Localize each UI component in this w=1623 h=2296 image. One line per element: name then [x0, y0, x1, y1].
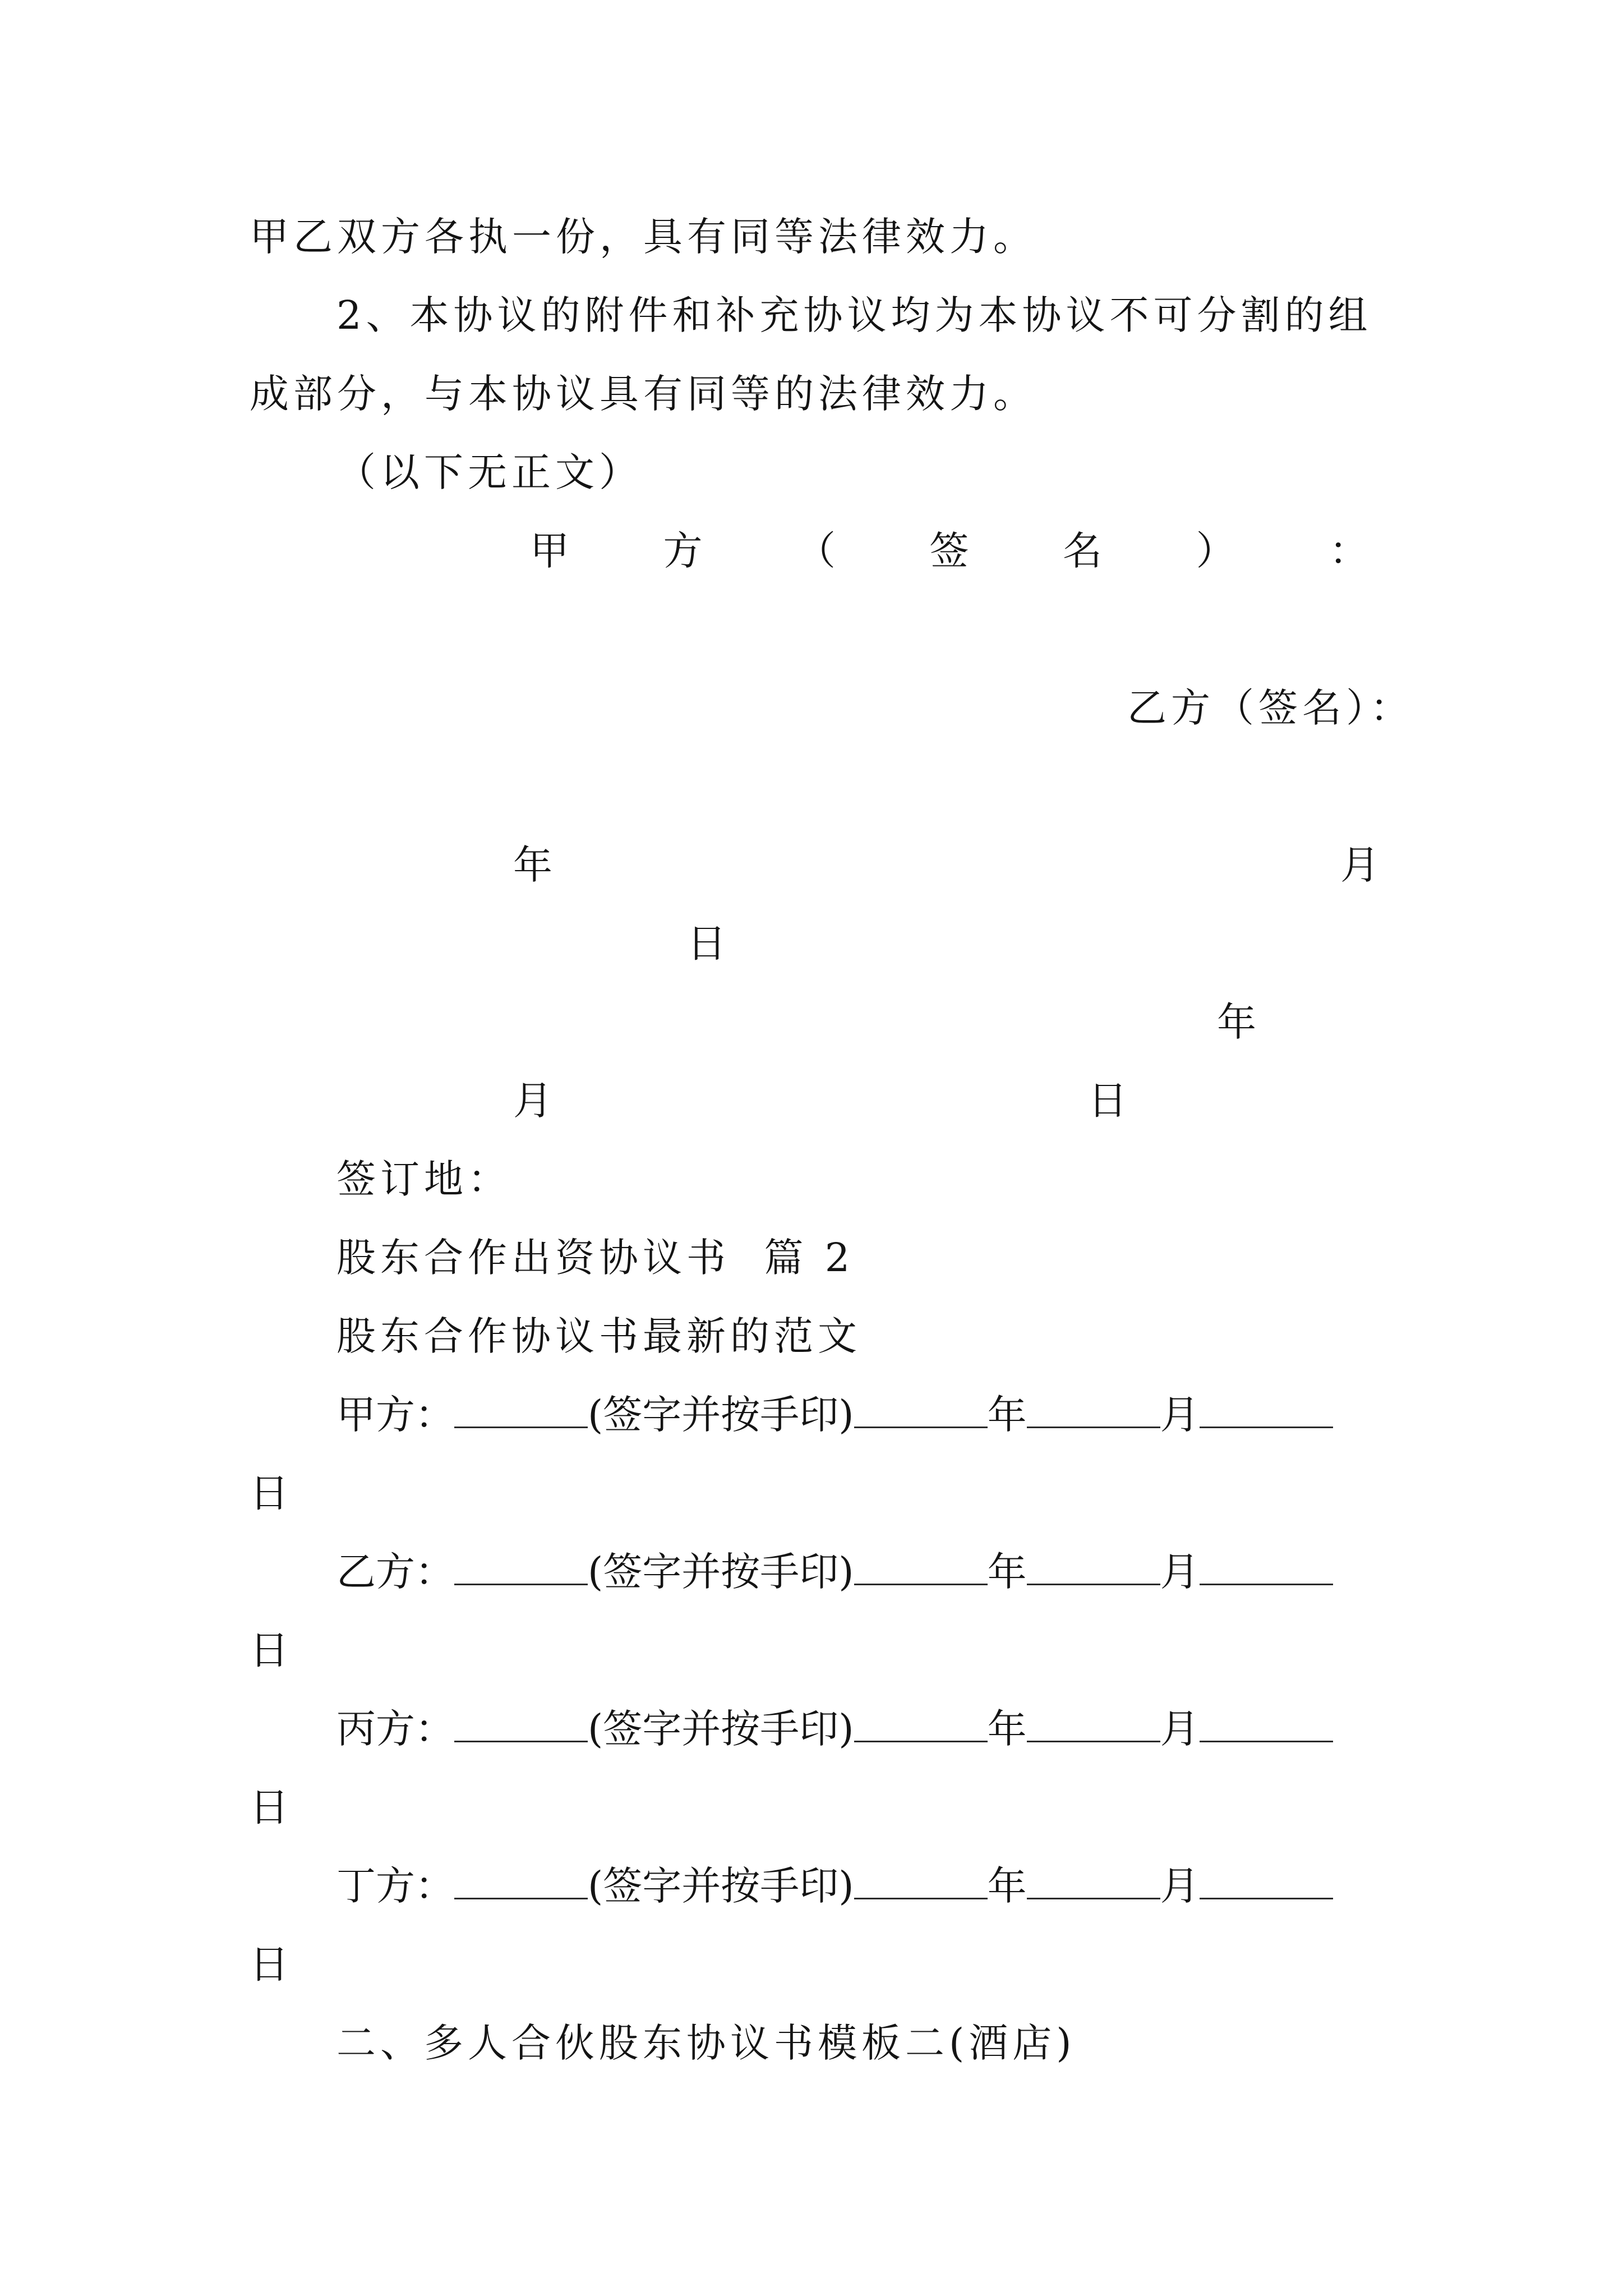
- month-label: 月: [1160, 1863, 1200, 1909]
- day-blank: [1200, 1706, 1333, 1742]
- party-a-char: ：: [1329, 528, 1368, 574]
- signatory-line: [336, 1859, 1333, 1913]
- party-a-char: 甲: [530, 528, 569, 574]
- signatory-line: [336, 1388, 1333, 1442]
- party-b-signature-line: 乙方（签名）：: [1127, 685, 1414, 731]
- month-label: 月: [1160, 1706, 1200, 1752]
- signing-place: 签订地：: [336, 1156, 511, 1202]
- day-label: 日: [250, 1627, 289, 1673]
- party-a-char: （: [796, 528, 836, 574]
- year-blank: [854, 1549, 988, 1585]
- date-year-label: 年: [513, 842, 552, 888]
- year-blank: [854, 1863, 988, 1899]
- paragraph-line: 成部分，与本协议具有同等的法律效力。: [250, 371, 1037, 417]
- sign-note: (签字并按手印): [588, 1549, 854, 1595]
- date-year-label: 年: [1217, 999, 1256, 1045]
- sign-note: (签字并按手印): [588, 1706, 854, 1752]
- day-blank: [1200, 1863, 1333, 1899]
- day-label: 日: [250, 1784, 289, 1830]
- party-a-char: 名: [1063, 528, 1102, 574]
- month-blank: [1027, 1549, 1160, 1585]
- day-label: 日: [250, 1941, 289, 1987]
- section-heading: 二、多人合伙股东协议书模板二(酒店): [336, 2020, 1076, 2066]
- year-label: 年: [987, 1549, 1027, 1595]
- date-month-label: 月: [513, 1078, 552, 1124]
- day-label: 日: [250, 1470, 289, 1516]
- date-day-label: 日: [1088, 1078, 1127, 1124]
- party-label: 丁方：: [336, 1863, 454, 1909]
- signature-blank: [454, 1392, 588, 1428]
- subtitle: 股东合作协议书最新的范文: [336, 1313, 861, 1359]
- section-title: 股东合作出资协议书 篇 2: [336, 1235, 855, 1281]
- signature-blank: [454, 1549, 588, 1585]
- party-a-char: 方: [663, 528, 703, 574]
- year-label: 年: [987, 1392, 1027, 1438]
- party-label: 甲方：: [336, 1392, 454, 1438]
- paragraph-line: 甲乙双方各执一份，具有同等法律效力。: [250, 214, 1037, 260]
- signature-blank: [454, 1863, 588, 1899]
- signature-blank: [454, 1706, 588, 1742]
- signatory-line: [336, 1702, 1333, 1756]
- year-blank: [854, 1706, 988, 1742]
- month-blank: [1027, 1706, 1160, 1742]
- day-blank: [1200, 1549, 1333, 1585]
- party-label: 乙方：: [336, 1549, 454, 1595]
- signatory-line: [336, 1545, 1333, 1599]
- no-more-text-note: （以下无正文）: [336, 449, 643, 495]
- month-label: 月: [1160, 1549, 1200, 1595]
- year-label: 年: [987, 1863, 1027, 1909]
- date-day-label: 日: [687, 921, 726, 967]
- month-label: 月: [1160, 1392, 1200, 1438]
- party-a-char: 签: [929, 528, 969, 574]
- sign-note: (签字并按手印): [588, 1392, 854, 1438]
- sign-note: (签字并按手印): [588, 1863, 854, 1909]
- year-label: 年: [987, 1706, 1027, 1752]
- date-month-label: 月: [1340, 842, 1380, 888]
- party-a-signature-line: [530, 524, 1368, 578]
- month-blank: [1027, 1863, 1160, 1899]
- paragraph-line: 2、本协议的附件和补充协议均为本协议不可分割的组: [336, 292, 1372, 338]
- party-label: 丙方：: [336, 1706, 454, 1752]
- party-a-char: ）: [1196, 528, 1235, 574]
- month-blank: [1027, 1392, 1160, 1428]
- year-blank: [854, 1392, 988, 1428]
- day-blank: [1200, 1392, 1333, 1428]
